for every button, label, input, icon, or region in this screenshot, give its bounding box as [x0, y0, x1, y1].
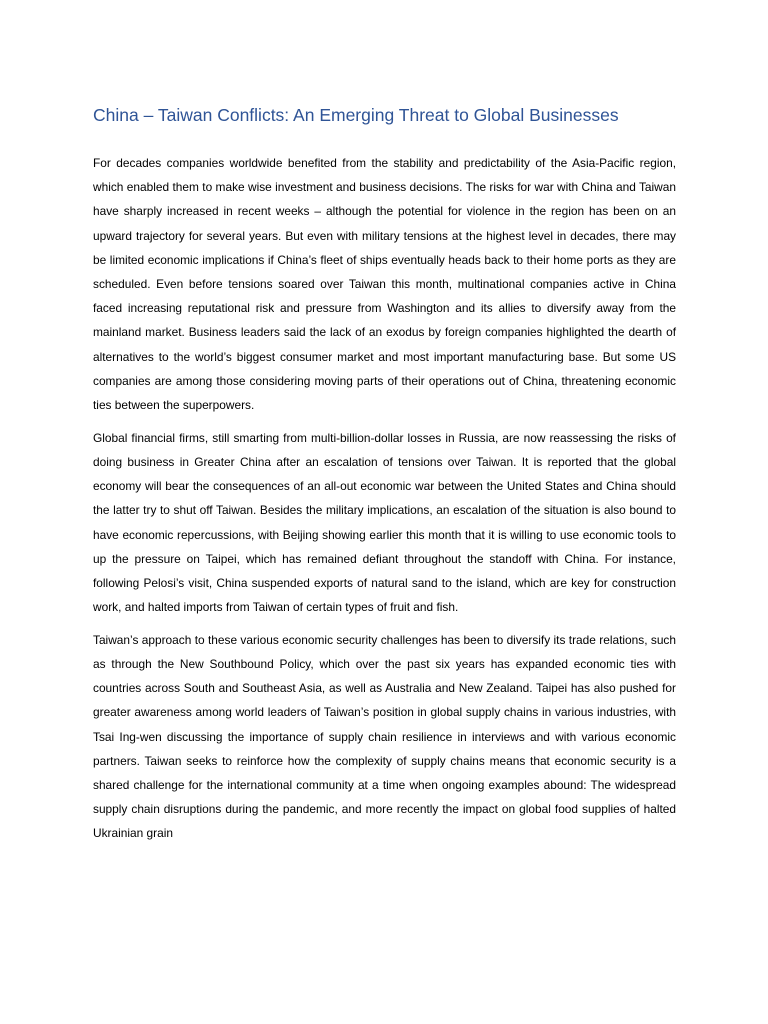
paragraph-2: Global financial firms, still smarting from multi-billion-dollar losses in Russia, are now reassessing the risks of doing business in Greater China after an escalation of tensions over Taiwan. It is reported that the global economy will bear the consequences of an all-out economic war between the United States and China should the latter try to shut off Taiwan. Besides the military implications, an escalation of the situation is also bound to have economic repercussions, with Beijing showing earlier this month that it is willing to use economic tools to up the pressure on Taipei, which has remained defiant throughout the standoff with China. For instance, following Pelosi’s visit, China suspended exports of natural sand to the island, which are key for construction work, and halted imports from Taiwan of certain types of fruit and fish.	[93, 430, 676, 615]
document-body	[93, 151, 676, 854]
paragraph-1: For decades companies worldwide benefited from the stability and predictability of the Asia-Pacific region, which enabled them to make wise investment and business decisions. The risks for war with China and Taiwan have sharply increased in recent weeks – although the potential for violence in the region has been on an upward trajectory for several years. But even with military tensions at the highest level in decades, there may be limited economic implications if China’s fleet of ships eventually heads back to their home ports as they are scheduled. Even before tensions soared over Taiwan this month, multinational companies active in China faced increasing reputational risk and pressure from Washington and its allies to diversify away from the mainland market. Business leaders said the lack of an exodus by foreign companies highlighted the dearth of alternatives to the world’s biggest consumer market and most important manufacturing base. But some US companies are among those considering moving parts of their operations out of China, threatening economic ties between the superpowers.	[93, 156, 676, 413]
paragraph-3: Taiwan’s approach to these various economic security challenges has been to diversify its trade relations, such as through the New Southbound Policy, which over the past six years has expanded economic ties with countries across South and Southeast Asia, as well as Australia and New Zealand. Taipei has also pushed for greater awareness among world leaders of Taiwan’s position in global supply chains in various industries, with Tsai Ing-wen discussing the importance of supply chain resilience in interviews and with various economic partners. Taiwan seeks to reinforce how the complexity of supply chains means that economic security is a shared challenge for the international community at a time when ongoing examples abound: The widespread supply chain disruptions during the pandemic, and more recently the impact on global food supplies of halted Ukrainian grain	[93, 632, 676, 841]
document-title: China – Taiwan Conflicts: An Emerging Threat to Global Businesses	[93, 105, 619, 125]
